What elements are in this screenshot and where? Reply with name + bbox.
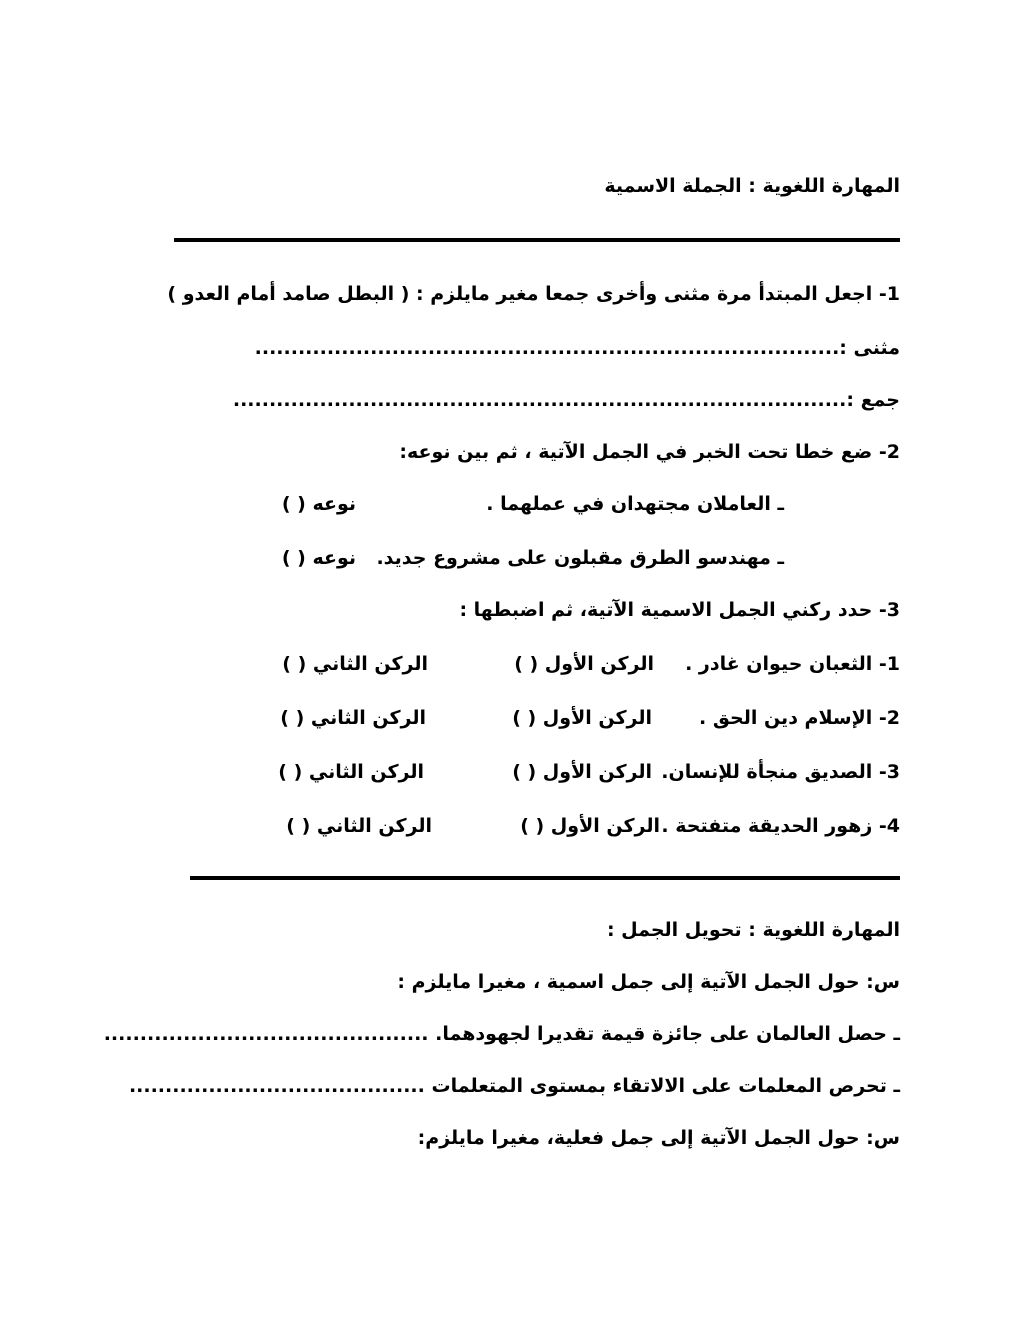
q3-item-3-second: الركن الثاني ( ) [278, 761, 424, 783]
divider-top [174, 238, 900, 242]
q1-dual-answer: مثنى :................................................................................. [254, 337, 900, 359]
q3-item-1-sentence: 1- الثعبان حيوان غادر . [685, 653, 900, 675]
s2-q2-prompt: س: حول الجمل الآتية إلى جمل فعلية، مغيرا مايلزم: [417, 1127, 900, 1149]
q1-plural-answer: جمع :..................................................................................... [232, 389, 900, 411]
q2-item-1-sentence: ـ العاملان مجتهدان في عملهما . [486, 493, 784, 515]
q1-prompt: 1- اجعل المبتدأ مرة مثنى وأخرى جمعا مغير مايلزم : ( البطل صامد أمام العدو ) [167, 283, 900, 305]
q3-item-2-first: الركن الأول ( ) [512, 707, 652, 729]
q2-prompt: 2- ضع خطا تحت الخبر في الجمل الآتية ، ثم بين نوعه: [399, 441, 900, 463]
q2-item-2-type: نوعه ( ) [281, 547, 356, 569]
q3-item-1-second: الركن الثاني ( ) [282, 653, 428, 675]
q3-item-2-sentence: 2- الإسلام دين الحق . [699, 707, 900, 729]
s2-item-1: ـ حصل العالمان على جائزة قيمة تقديرا لجهودهما. ............................................. [103, 1023, 900, 1045]
q3-prompt: 3- حدد ركني الجمل الاسمية الآتية، ثم اضبطها : [459, 599, 900, 621]
q3-item-3-sentence: 3- الصديق منجأة للإنسان. [661, 761, 900, 783]
s2-q1-prompt: س: حول الجمل الآتية إلى جمل اسمية ، مغيرا مايلزم : [397, 971, 900, 993]
q3-item-2-second: الركن الثاني ( ) [280, 707, 426, 729]
q3-item-4-second: الركن الثاني ( ) [286, 815, 432, 837]
q3-item-1-first: الركن الأول ( ) [514, 653, 654, 675]
section-title-sentence-transformation: المهارة اللغوية : تحويل الجمل : [606, 919, 900, 941]
section-title-nominal-sentence: المهارة اللغوية : الجملة الاسمية [604, 175, 900, 197]
s2-item-2: ـ تحرص المعلمات على الالاتقاء بمستوى المتعلمات ......................................... [128, 1075, 900, 1097]
divider-middle [190, 876, 900, 880]
q3-item-4-first: الركن الأول ( ) [520, 815, 660, 837]
q3-item-4-sentence: 4- زهور الحديقة متفتحة . [661, 815, 900, 837]
q2-item-1-type: نوعه ( ) [281, 493, 356, 515]
q3-item-3-first: الركن الأول ( ) [512, 761, 652, 783]
q2-item-2-sentence: ـ مهندسو الطرق مقبلون على مشروع جديد. [376, 547, 784, 569]
